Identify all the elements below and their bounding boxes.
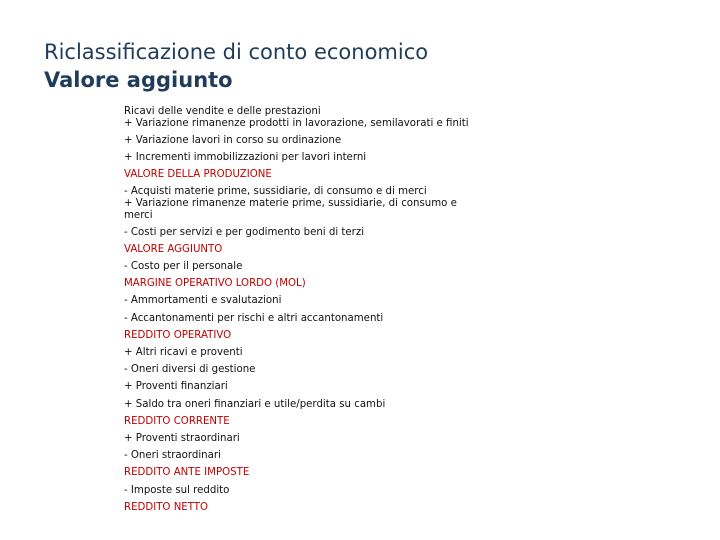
title-main: Riclassificazione di conto economico xyxy=(44,40,429,64)
line-item xyxy=(124,450,486,462)
total-row xyxy=(124,330,486,342)
line-item-text: + Proventi straordinari xyxy=(124,432,240,444)
line-item xyxy=(124,347,486,359)
total-label: REDDITO NETTO xyxy=(124,501,209,513)
line-item-text: + Proventi finanziari xyxy=(124,381,228,393)
line-item xyxy=(124,381,486,393)
total-label: REDDITO ANTE IMPOSTE xyxy=(124,467,250,479)
line-item-text: - Imposte sul reddito xyxy=(124,484,230,496)
line-item-text: + Altri ricavi e proventi xyxy=(124,347,243,359)
line-item-text: + Variazione rimanenze prodotti in lavorazione, semilavorati e finiti xyxy=(124,117,469,129)
line-item-text: - Costi per servizi e per godimento beni di terzi xyxy=(124,226,365,238)
line-item xyxy=(124,227,486,239)
line-item-text: Ricavi delle vendite e delle prestazioni xyxy=(124,106,321,117)
line-item xyxy=(124,399,486,411)
total-row xyxy=(124,416,486,428)
total-label: VALORE DELLA PRODUZIONE xyxy=(124,169,272,181)
total-label: VALORE AGGIUNTO xyxy=(124,243,223,255)
total-row xyxy=(124,502,486,514)
line-item-text: + Variazione rimanenze materie prime, sussidiarie, di consumo e merci xyxy=(124,197,457,221)
line-item xyxy=(124,261,486,273)
line-item xyxy=(124,152,486,164)
line-item xyxy=(124,135,486,147)
line-item-text: - Oneri straordinari xyxy=(124,450,221,462)
income-statement-list xyxy=(124,106,486,519)
line-item xyxy=(124,485,486,497)
total-row xyxy=(124,467,486,479)
line-item xyxy=(124,313,486,325)
slide-title xyxy=(44,38,428,94)
line-item-text: - Acquisti materie prime, sussidiarie, di consumo e di merci xyxy=(124,186,427,198)
total-label: REDDITO OPERATIVO xyxy=(124,329,232,341)
line-item-text: - Oneri diversi di gestione xyxy=(124,364,256,376)
line-item xyxy=(124,433,486,445)
line-item xyxy=(124,364,486,376)
line-item-text: + Variazione lavori in corso su ordinazione xyxy=(124,134,342,146)
total-row xyxy=(124,169,486,181)
total-label: REDDITO CORRENTE xyxy=(124,415,230,427)
line-item xyxy=(124,106,486,129)
line-item-text: - Accantonamenti per rischi e altri accantonamenti xyxy=(124,312,384,324)
total-label: MARGINE OPERATIVO LORDO (MOL) xyxy=(124,278,306,290)
line-item xyxy=(124,186,486,221)
total-row xyxy=(124,278,486,290)
line-item-text: + Incrementi immobilizzazioni per lavori interni xyxy=(124,151,367,163)
title-subtitle: Valore aggiunto xyxy=(44,68,233,92)
line-item xyxy=(124,295,486,307)
total-row xyxy=(124,244,486,256)
line-item-text: - Costo per il personale xyxy=(124,261,243,273)
line-item-text: - Ammortamenti e svalutazioni xyxy=(124,295,282,307)
line-item-text: + Saldo tra oneri finanziari e utile/perdita su cambi xyxy=(124,398,386,410)
